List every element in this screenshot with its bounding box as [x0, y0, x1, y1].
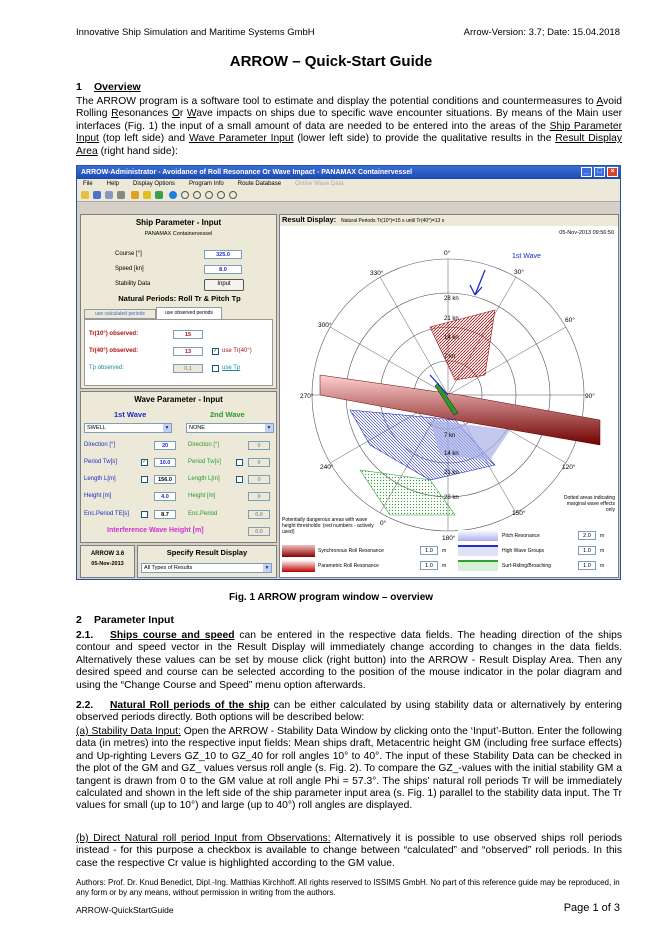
direction2-label: Direction [°]	[188, 442, 220, 448]
ship-icon[interactable]	[155, 191, 163, 199]
angle-330: 330°	[370, 270, 384, 277]
vessel-name: PANAMAX Containervessel	[144, 231, 213, 237]
minimize-icon[interactable]: _	[581, 167, 592, 177]
speed-label: Speed [kn]	[115, 266, 144, 272]
interference-label: Interference Wave Height [m]	[107, 527, 204, 534]
tp-label: Tp observed:	[89, 365, 125, 371]
stability-data-paragraph: (a) Stability Data Input: Open the ARROW - Stability Data Window by clicking onto the ‘Input’-Button. Enter the following data (in metres) into the respective input fields: Mean ships draft, Metacentric height GM (including free surface effects) and Up-righting Levers GZ_10 to GZ_40 for roll angles 10° to 40°. The input of these Stability Data can be checked in the plot of the GM and GZ_ values versus roll angle (s. Fig. 2). To compare the GZ_-values with the initial stability GM a tangent is drawn from 0 to the GM value at roll angle Phi = 57.3°. The ships’ natural roll periods Tr will be immediately calculated and shown in the left side of the ship parameter input area (s. Fig. 1) parallel to the stability data input. The Tr values for small (up to 10°) and large (up to 40°) roll angles are displayed.	[76, 726, 622, 812]
app-version: ARROW 3.6	[90, 551, 125, 557]
menu-route-database[interactable]: Route Database	[237, 181, 282, 187]
specify-result-box	[137, 545, 277, 578]
observed-periods-paragraph: (b) Direct Natural roll period Input from Observations: Alternatively it is possible to use observed ships roll periods instead - for this purpose a checkbox is available to change between “calculated” and “observed” roll periods. In this case the respective Cr value is highlighted according to the GM value.	[76, 833, 622, 869]
length2-label: Length L[m]	[188, 476, 220, 482]
menu-help[interactable]: Help	[106, 181, 120, 187]
enc-period-input[interactable]: 8.7	[154, 510, 176, 519]
length-input[interactable]: 156.0	[154, 475, 176, 484]
first-wave-label: 1st Wave	[512, 253, 541, 260]
enc-period-label: Enc.Period TE[s]	[84, 511, 129, 517]
result-timestamp: 05-Nov-2013 09:56:50	[559, 230, 614, 236]
speed-top-7: 7 kn	[444, 354, 456, 360]
dotted-note: Dotted areas indicating marginal wave effects only	[563, 495, 615, 513]
tr10-input[interactable]: 15	[173, 330, 203, 339]
authors-note: Authors: Prof. Dr. Knud Benedict, Dipl.-Ing. Matthias Kirchhoff. All rights reserved to ISSIMS GmbH. No part of this reference guide may be reproduced, in any form or by any means, without permission in writing from the authors.	[76, 878, 620, 897]
enc-period2-label: Enc.Period	[188, 511, 218, 517]
footer-page-number: Page 1 of 3	[563, 902, 620, 914]
menu-program-info[interactable]: Program Info	[189, 181, 224, 187]
result-display-title: Result Display:	[282, 215, 337, 224]
enc-period2-input[interactable]: 0.0	[248, 510, 270, 519]
copy-icon[interactable]	[105, 191, 113, 199]
unit-m-4: m	[600, 548, 605, 554]
period2-label: Period Tw[s]	[188, 459, 221, 465]
section-2-heading: 2 Parameter Input	[76, 614, 174, 626]
length2-input[interactable]: 0	[248, 475, 270, 484]
section-1-heading: 1 Overview	[76, 81, 141, 93]
use-tp-label: use Tp	[222, 365, 241, 371]
angle-0-bottom: 0°	[380, 520, 387, 527]
menu-bar	[77, 179, 620, 189]
ship-parameter-panel	[80, 214, 277, 389]
second-wave-heading: 2nd Wave	[210, 410, 245, 419]
legend-pitch-label: Pitch Resonance	[502, 533, 540, 539]
tr10-label: Tr(10°) observed:	[89, 331, 139, 337]
wave2-type-select[interactable]: NONE ▼	[186, 423, 274, 433]
speed-top-21: 21 kn	[444, 316, 459, 322]
circle-1-icon[interactable]	[181, 191, 189, 199]
speed-top-14: 14 kn	[444, 335, 459, 341]
wave-parameter-title: Wave Parameter - Input	[134, 395, 223, 404]
height-input[interactable]: 4.0	[154, 492, 176, 501]
angle-270: 270°	[300, 393, 314, 400]
angle-90: 90°	[585, 393, 595, 400]
course-input[interactable]: 325.0	[204, 250, 242, 259]
circle-3-icon[interactable]	[205, 191, 213, 199]
page-title: ARROW – Quick-Start Guide	[229, 53, 433, 70]
speed-top-28: 28 kn	[444, 296, 459, 302]
wave-parameter-panel	[80, 391, 277, 543]
angle-150: 150°	[512, 510, 526, 517]
unit-m-5: m	[600, 563, 605, 569]
result-display-panel	[279, 214, 619, 578]
toolbar	[77, 189, 620, 202]
period-label: Period Tw[s]	[84, 459, 117, 465]
stability-input-button[interactable]: Input	[204, 279, 244, 291]
figure-caption: Fig. 1 ARROW program window – overview	[228, 592, 434, 603]
angle-30: 30°	[514, 269, 524, 276]
legend-swatch-surf	[458, 560, 498, 571]
tr40-label: Tr(40°) observed:	[89, 348, 139, 354]
stability-data-label: Stability Data	[115, 281, 151, 287]
use-tr40-checkbox[interactable]: ✓	[213, 348, 219, 354]
print-icon[interactable]	[117, 191, 125, 199]
angle-60: 60°	[565, 317, 575, 324]
legend-surf-label: Surf-Riding/Broaching	[502, 563, 551, 569]
period2-input[interactable]: 0	[248, 458, 270, 467]
menu-file[interactable]: File	[83, 181, 93, 187]
period-input[interactable]: 10.0	[154, 458, 176, 467]
natural-periods-title: Natural Periods: Roll Tr & Pitch Tp	[118, 294, 241, 303]
specify-result-title: Specify Result Display	[166, 548, 248, 557]
circle-5-icon[interactable]	[229, 191, 237, 199]
tp-input[interactable]: 0.1	[173, 364, 203, 373]
menu-online-wave-data[interactable]: Online Wave Data	[295, 181, 344, 187]
speed-input[interactable]: 8.0	[204, 265, 242, 274]
open-icon[interactable]	[81, 191, 89, 199]
close-icon[interactable]: ×	[607, 167, 618, 177]
roll-resonance-upper-area	[430, 310, 495, 380]
wave-direction-arrow-icon	[470, 270, 485, 295]
legend-swatch-high-wave	[458, 545, 498, 556]
footer-doc-name: ARROW-QuickStartGuide	[76, 905, 174, 915]
angle-180: 180°	[442, 535, 456, 542]
speed-bottom-28: 28 kn	[444, 495, 459, 501]
unit-m-3: m	[600, 533, 605, 539]
speed-bottom-14: 14 kn	[444, 451, 459, 457]
course-label: Course [°]	[115, 251, 142, 257]
length2-checkbox[interactable]	[236, 476, 243, 483]
globe-icon[interactable]	[169, 191, 177, 199]
legend-high-wave-input[interactable]: 1.0	[578, 546, 596, 555]
legend-parametric-label: Parametric Roll Resonance	[318, 563, 379, 569]
arrow-program-screenshot	[76, 165, 621, 580]
warning-icon[interactable]	[143, 191, 151, 199]
tab-calculated-periods[interactable]: use calculated periods	[84, 309, 156, 319]
unit-m-2: m	[442, 563, 447, 569]
wave1-type-select[interactable]: SWELL ▼	[84, 423, 172, 433]
angle-0-top: 0°	[444, 250, 451, 257]
period-checkbox[interactable]: ✓	[142, 459, 148, 465]
window-title: ARROW-Administrator - Avoidance of Roll Resonance Or Wave Impact - PANAMAX Containervessel	[81, 169, 413, 176]
use-tr40-label: use Tr(40°)	[222, 348, 252, 354]
length-checkbox[interactable]	[141, 476, 148, 483]
tr40-input[interactable]: 13	[173, 347, 203, 356]
use-tp-checkbox[interactable]	[212, 365, 219, 372]
app-info-box	[80, 545, 135, 578]
tab-observed-periods[interactable]: use observed periods	[156, 307, 222, 319]
header-company: Innovative Ship Simulation and Maritime Systems GmbH	[76, 27, 315, 38]
legend-parametric-input[interactable]: 1.0	[420, 561, 438, 570]
direction-label: Direction [°]	[84, 442, 116, 448]
direction2-input[interactable]: 0	[248, 441, 270, 450]
window-titlebar	[77, 166, 620, 179]
header-version: Arrow-Version: 3.7; Date: 15.04.2018	[463, 27, 620, 38]
section-2-1-paragraph: 2.1. Ships course and speed can be entered in the respective data fields. The heading direction of the ships contour and speed vector in the Result Display will immediately change according to changes in the data fields. Alternatively these values can be set by mouse click (right button) into the ARROW - Result Display Area. Then any desired speed and course can be selected according to the position of the mouse indicator in the polar diagram and using the “Change Course and Speed” menu option afterwards.	[76, 630, 622, 691]
maximize-icon[interactable]: □	[594, 167, 605, 177]
height2-input[interactable]: 0	[248, 492, 270, 501]
ship-parameter-title: Ship Parameter - Input	[135, 218, 222, 227]
speed-bottom-21: 21 kn	[444, 470, 459, 476]
circle-2-icon[interactable]	[193, 191, 201, 199]
legend-synchronous-input[interactable]: 1.0	[420, 546, 438, 555]
result-display-subtitle: Natural Periods Tr(10°)=15 s until Tr(40°)=13 s	[341, 218, 445, 224]
circle-4-icon[interactable]	[217, 191, 225, 199]
menu-display-options[interactable]: Display Options	[133, 181, 176, 187]
section-2-2-paragraph: 2.2. Natural Roll periods of the ship can be either calculated by using stability data or alternatively by entering observed periods directly. Both options will be described below:	[76, 700, 622, 724]
legend-swatch-parametric	[282, 560, 315, 572]
legend-swatch-synchronous	[282, 545, 315, 557]
first-wave-heading: 1st Wave	[114, 410, 147, 419]
height2-label: Height [m]	[188, 493, 216, 499]
legend-swatch-pitch	[458, 530, 498, 541]
danger-note: Potentially dangerous areas with wave height thresholds: (red numbers - actively used)	[282, 517, 374, 535]
unit-m-1: m	[442, 548, 447, 554]
legend-synchronous-label: Synchronous Roll Resonance	[318, 548, 384, 554]
period2-checkbox[interactable]	[236, 459, 243, 466]
overview-paragraph: The ARROW program is a software tool to estimate and display the potential conditions and countermeasures to Avoid Rolling Resonances Or Wave impacts on ships due to specific wave encounter situations. By means of the Main user interfaces (Fig. 1) the input of a small amount of data are needed to be entered into the areas of the Ship Parameter Input (top left side) and Wave Parameter Input (lower left side) to provide the qualitative results in the Result Display Area (right hand side):	[76, 96, 622, 157]
angle-120: 120°	[562, 464, 576, 471]
legend-pitch-input[interactable]: 2.0	[578, 531, 596, 540]
direction-input[interactable]: 20	[154, 441, 176, 450]
length-label: Length L[m]	[84, 476, 116, 482]
speed-bottom-7: 7 kn	[444, 433, 456, 439]
edit-icon[interactable]	[131, 191, 139, 199]
angle-240: 240°	[320, 464, 334, 471]
app-date: 05-Nov-2013	[91, 561, 124, 567]
enc-period-checkbox[interactable]	[141, 511, 148, 518]
legend-high-wave-label: High Wave Groups	[502, 548, 545, 554]
legend-surf-input[interactable]: 1.0	[578, 561, 596, 570]
height-label: Height [m]	[84, 493, 112, 499]
interference-input[interactable]: 0.0	[248, 527, 270, 536]
angle-300: 300°	[318, 322, 332, 329]
save-icon[interactable]	[93, 191, 101, 199]
result-type-select[interactable]: All Types of Results ▼	[141, 563, 272, 573]
